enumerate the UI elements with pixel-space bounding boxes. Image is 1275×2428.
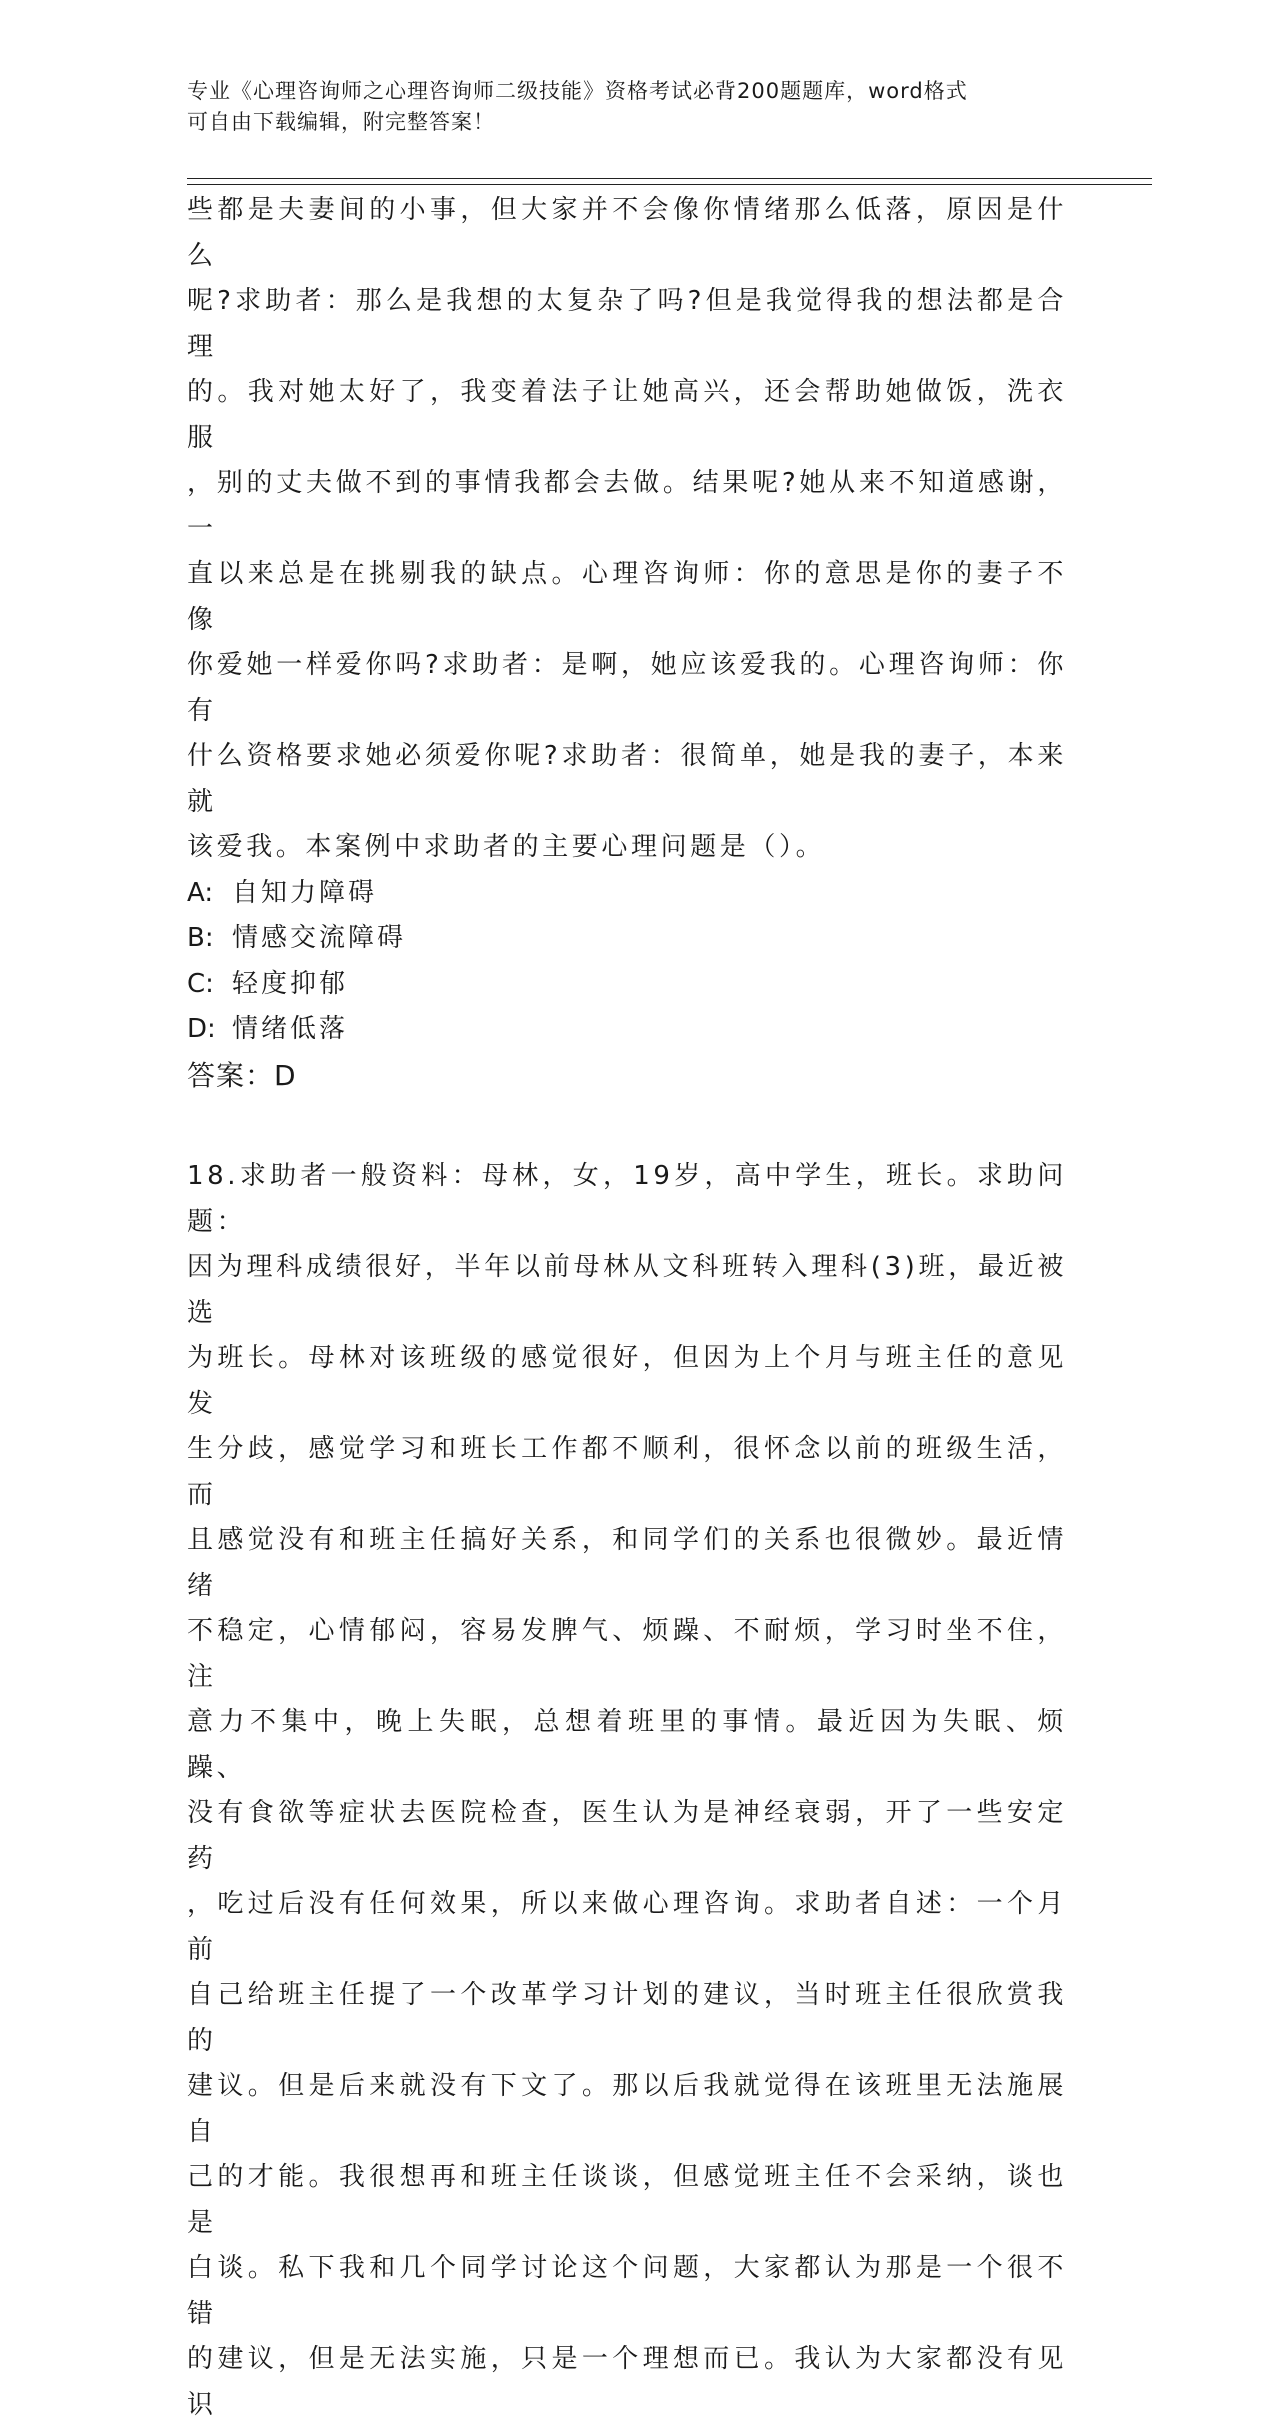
question-17-text-line: ，别的丈夫做不到的事情我都会去做。结果呢?她从来不知道感谢，一 bbox=[187, 468, 1067, 544]
option-c bbox=[187, 962, 1067, 1008]
question-18-text-line: 且感觉没有和班主任搞好关系，和同学们的关系也很微妙。最近情绪 bbox=[187, 1525, 1067, 1601]
question-18-text-line: ，吃过后没有任何效果，所以来做心理咨询。求助者自述：一个月前 bbox=[187, 1889, 1067, 1965]
question-17-text-line: 该爱我。本案例中求助者的主要心理问题是（）。 bbox=[187, 832, 826, 862]
question-18-text-line: 建议。但是后来就没有下文了。那以后我就觉得在该班里无法施展自 bbox=[187, 2071, 1067, 2147]
question-18-text-line: 为班长。母林对该班级的感觉很好，但因为上个月与班主任的意见发 bbox=[187, 1343, 1067, 1419]
question-18-text-line: 自己给班主任提了一个改革学习计划的建议，当时班主任很欣赏我的 bbox=[187, 1980, 1067, 2056]
question-18-text-line: 生分歧，感觉学习和班长工作都不顺利，很怀念以前的班级生活，而 bbox=[187, 1434, 1067, 1510]
question-18-text-line: 不稳定，心情郁闷，容易发脾气、烦躁、不耐烦，学习时坐不住，注 bbox=[187, 1616, 1067, 1692]
question-18-text-line: 因为理科成绩很好，半年以前母林从文科班转入理科(3)班，最近被选 bbox=[187, 1252, 1067, 1328]
option-text: 轻度抑郁 bbox=[232, 968, 349, 999]
question-18-text-line: 18.求助者一般资料：母林，女，19岁，高中学生，班长。求助问题： bbox=[187, 1161, 1067, 1237]
option-key: C: bbox=[187, 968, 214, 999]
page-header bbox=[187, 76, 1067, 138]
question-18-text-line: 没有食欲等症状去医院检查，医生认为是神经衰弱，开了一些安定药 bbox=[187, 1798, 1067, 1874]
option-d bbox=[187, 1007, 1067, 1053]
question-18-text-line: 白谈。私下我和几个同学讨论这个问题，大家都认为那是一个很不错 bbox=[187, 2253, 1067, 2329]
option-key: A: bbox=[187, 877, 214, 908]
option-key: B: bbox=[187, 923, 214, 953]
option-key: D: bbox=[187, 1014, 216, 1044]
question-17-text-line: 直以来总是在挑剔我的缺点。心理咨询师：你的意思是你的妻子不像 bbox=[187, 559, 1067, 635]
question-17-text-line: 些都是夫妻间的小事，但大家并不会像你情绪那么低落，原因是什么 bbox=[187, 195, 1067, 271]
option-b bbox=[187, 916, 1067, 962]
question-17-text-line: 什么资格要求她必须爱你呢?求助者：很简单，她是我的妻子，本来就 bbox=[187, 741, 1067, 817]
option-text: 情感交流障碍 bbox=[232, 923, 407, 953]
question-17-text-line: 呢?求助者：那么是我想的太复杂了吗?但是我觉得我的想法都是合理 bbox=[187, 286, 1067, 362]
option-text: 自知力障碍 bbox=[232, 877, 378, 908]
option-a bbox=[187, 871, 1067, 917]
question-spacer bbox=[187, 1098, 1067, 1154]
question-18-text-line: 意力不集中，晚上失眠，总想着班里的事情。最近因为失眠、烦躁、 bbox=[187, 1707, 1067, 1783]
answer-label: 答案：D bbox=[187, 1058, 297, 1092]
question-18 bbox=[187, 1154, 1067, 2428]
header-title-line-1: 专业《心理咨询师之心理咨询师二级技能》资格考试必背200题题库，word格式 bbox=[187, 79, 968, 103]
header-divider-bottom bbox=[187, 184, 1152, 185]
question-17 bbox=[187, 188, 1067, 1098]
question-18-text-line: 己的才能。我很想再和班主任谈谈，但感觉班主任不会采纳，谈也是 bbox=[187, 2162, 1067, 2238]
document-body bbox=[187, 188, 1067, 2428]
header-title-line-2: 可自由下载编辑，附完整答案！ bbox=[187, 110, 495, 134]
question-17-text-line: 你爱她一样爱你吗?求助者：是啊，她应该爱我的。心理咨询师：你有 bbox=[187, 650, 1067, 726]
option-text: 情绪低落 bbox=[232, 1014, 349, 1044]
question-17-text-line: 的。我对她太好了，我变着法子让她高兴，还会帮助她做饭，洗衣服 bbox=[187, 377, 1067, 453]
question-18-text-line: 的建议，但是无法实施，只是一个理想而已。我认为大家都没有见识 bbox=[187, 2344, 1067, 2420]
header-divider-top bbox=[187, 178, 1152, 179]
